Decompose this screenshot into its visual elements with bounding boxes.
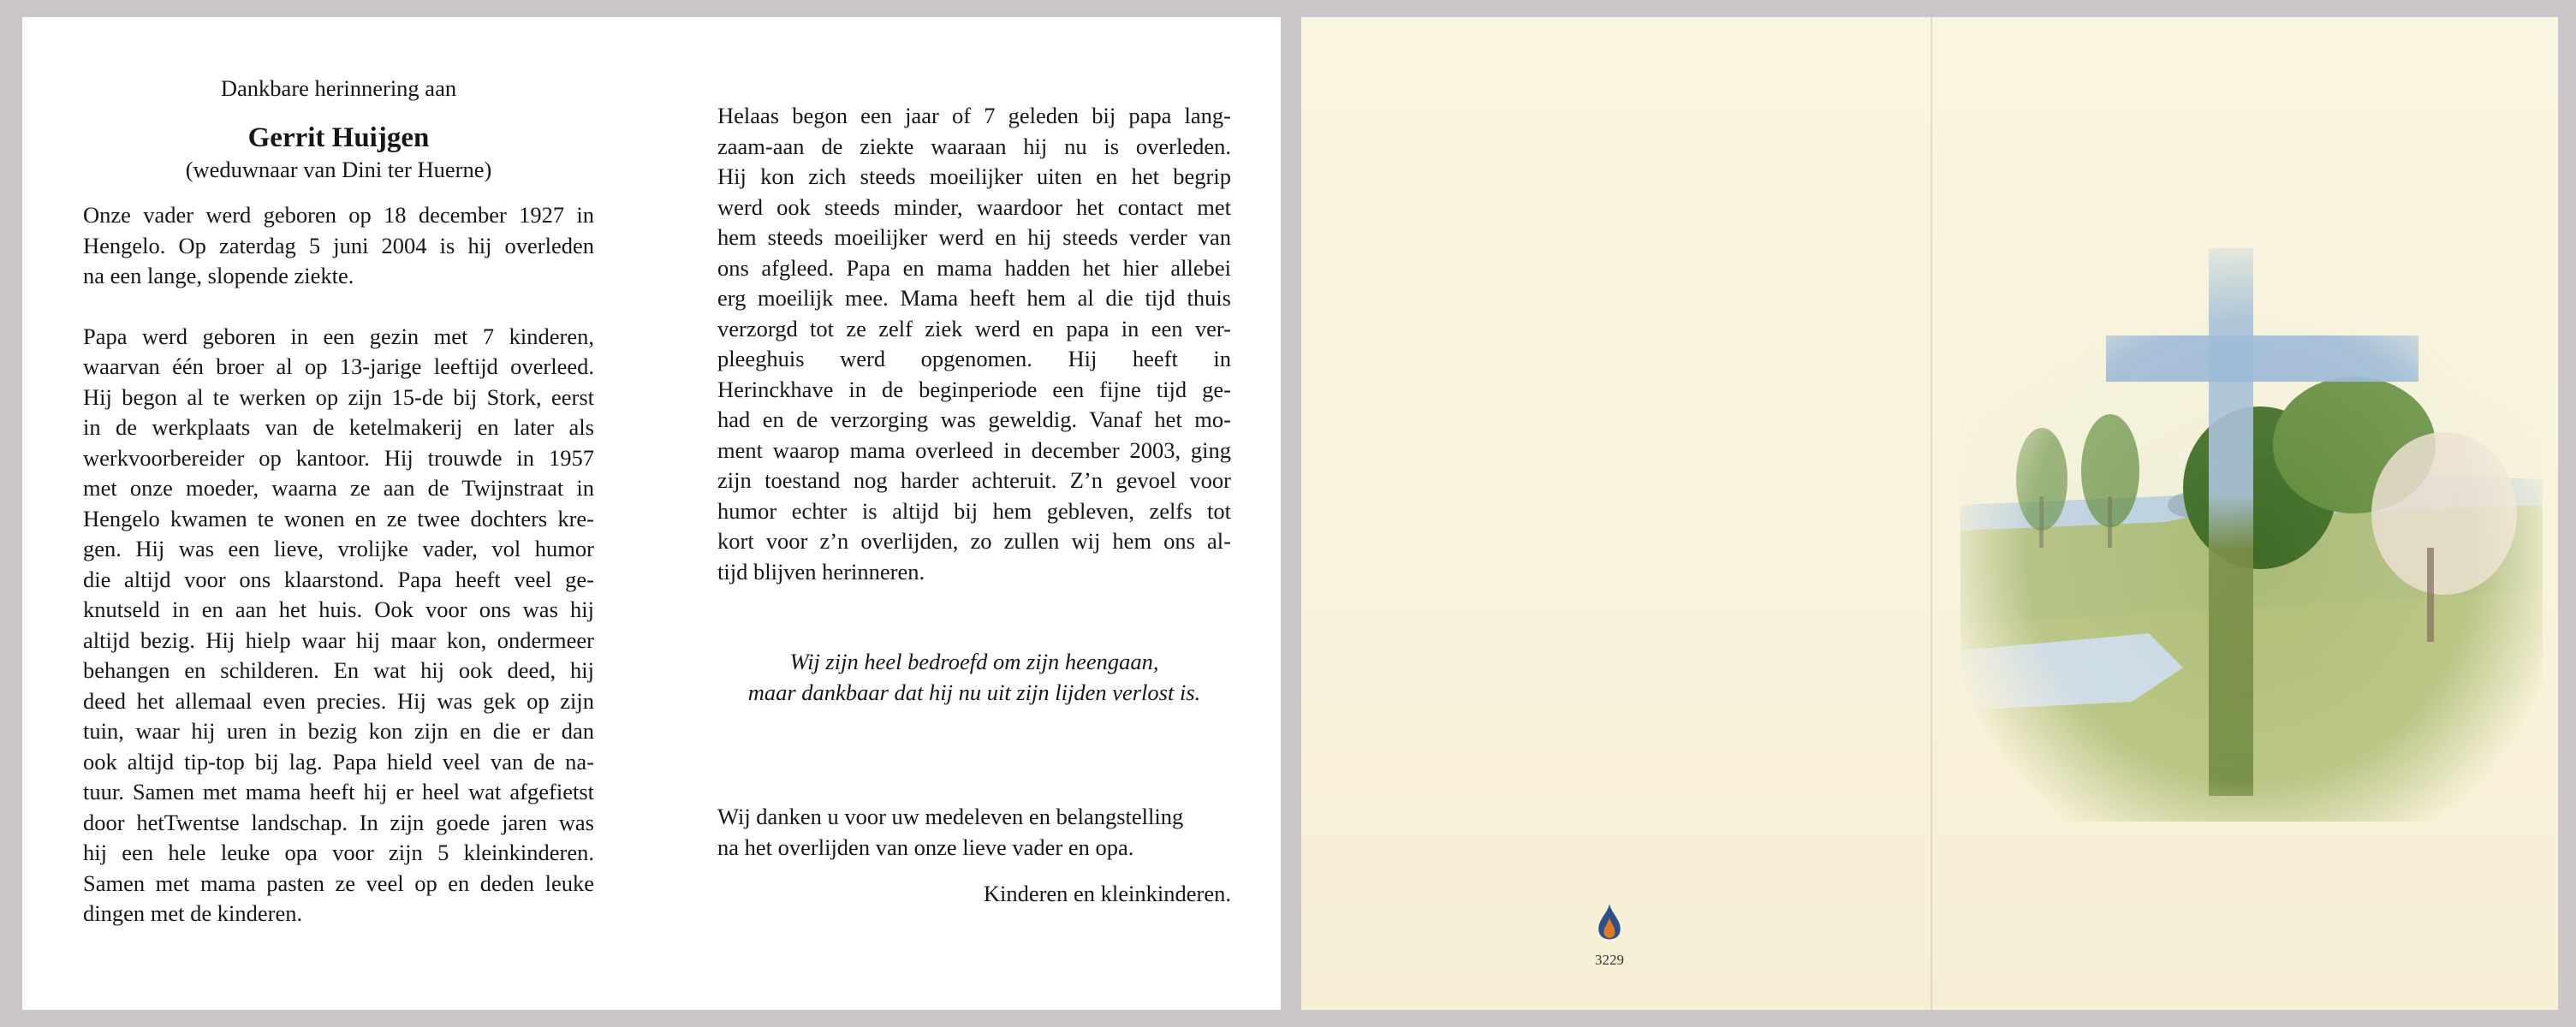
catalog-number: 3229 — [1595, 952, 1624, 968]
text-line: erg moeilijk mee. Mama heeft hem al die tijd thuis — [717, 285, 1231, 311]
memorial-quote — [717, 647, 1231, 708]
text-line: door hetTwentse landschap. In zijn goede jaren was — [83, 809, 594, 835]
life-story-paragraph — [83, 322, 594, 929]
text-line: werkvoorbereider op kantoor. Hij trouwde in 1957 — [83, 444, 594, 471]
text-line: na een lange, slopende ziekte. — [83, 263, 354, 288]
text-line: behangen en schilderen. En wat hij ook deed, hij — [83, 657, 594, 683]
text-line: hem steeds moeilijker werd en hij steeds verder van — [717, 224, 1231, 250]
text-line: hij een hele leuke opa voor zijn 5 kleinkinderen. — [83, 840, 594, 865]
intro-text: Dankbare herinnering aan — [220, 75, 457, 101]
text-line: ons afgleed. Papa en mama hadden het hier allebei — [717, 254, 1231, 281]
text-line: knutseld in en aan het huis. Ook voor ons was hij — [83, 597, 594, 622]
text-line: Samen met mama pasten ze veel op en deden leuke — [83, 870, 594, 896]
signature: Kinderen en kleinkinderen. — [983, 881, 1231, 906]
text-line: tijd blijven herinneren. — [717, 558, 925, 585]
quote-line: Wij zijn heel bedroefd om zijn heengaan, — [789, 649, 1159, 674]
text-line: in de werkplaats van de ketelmakerij en later als — [83, 414, 594, 440]
thanks-paragraph — [717, 802, 1231, 863]
text-line: had en de verzorging was geweldig. Vanaf het mo- — [717, 407, 1231, 432]
text-line: Wij danken u voor uw medeleven en belangstelling — [717, 804, 1184, 829]
text-line: dingen met de kinderen. — [83, 900, 303, 926]
text-line: Hengelo. Op zaterdag 5 juni 2004 is hij overleden — [83, 232, 594, 258]
outer-card-page — [1301, 17, 2558, 1010]
text-line: werd ook steeds minder, waardoor het contact met — [717, 193, 1231, 220]
text-line: Papa werd geboren in een gezin met 7 kinderen, — [83, 323, 594, 349]
quote-line: maar dankbaar dat hij nu uit zijn lijden verlost is. — [747, 679, 1201, 705]
text-line: ook altijd tip-top bij lag. Papa hield veel van de na- — [83, 748, 594, 775]
inner-card-page — [22, 17, 1281, 1010]
text-line: zaam-aan de ziekte waaraan hij nu is overleden. — [717, 133, 1231, 159]
text-line: pleeghuis werd opgenomen. Hij heeft in — [717, 346, 1231, 371]
text-line: altijd bezig. Hij hielp waar hij maar kon, ondermeer — [83, 626, 594, 653]
text-line: die altijd voor ons klaarstond. Papa heeft veel ge- — [83, 566, 594, 592]
text-line: Hij kon zich steeds moeilijker uiten en het begrip — [717, 163, 1231, 189]
text-line: Herinckhave in de beginperiode een fijne tijd ge- — [717, 376, 1231, 402]
widower-subtitle: (weduwnaar van Dini ter Huerne) — [185, 156, 492, 182]
text-line: Onze vader werd geboren op 18 december 1927 in — [83, 202, 594, 228]
text-line: tuur. Samen met mama heeft hij er heel wat afgefietst — [83, 779, 594, 804]
fold-crease — [1931, 17, 1933, 1010]
text-line: verzorgd tot ze zelf ziek werd en papa in een ver- — [717, 315, 1231, 341]
text-line: Hengelo kwamen te wonen en ze twee dochters kre- — [83, 505, 594, 531]
text-line: zijn toestand nog harder achteruit. Z’n gevoel voor — [717, 467, 1231, 493]
text-line: na het overlijden van onze lieve vader en opa. — [717, 834, 1134, 860]
cross-vertical-beam — [2209, 248, 2253, 796]
cross-horizontal-beam — [2106, 335, 2418, 382]
text-line: tuin, waar hij uren in bezig kon zijn en die er dan — [83, 718, 594, 744]
text-line: met onze moeder, waarna ze aan de Twijnstraat in — [83, 475, 594, 501]
text-line: kort voor z’n overlijden, zo zullen wij hem ons al- — [717, 528, 1231, 554]
text-line: Hij begon al te werken op zijn 15-de bij Stork, eerst — [83, 383, 594, 410]
text-line: Helaas begon een jaar of 7 geleden bij papa lang- — [717, 103, 1231, 128]
cross-landscape-illustration — [1960, 223, 2543, 822]
text-line: humor echter is altijd bij hem gebleven, zelfs tot — [717, 497, 1231, 524]
text-line: waarvan één broer al op 13-jarige leeftijd overleed. — [83, 353, 594, 379]
text-line: deed het allemaal even precies. Hij was gek op zijn — [83, 687, 594, 714]
right-column — [717, 101, 1231, 910]
left-column — [83, 74, 594, 959]
deceased-name: Gerrit Huijgen — [247, 122, 430, 153]
illness-paragraph — [717, 101, 1231, 587]
birth-death-paragraph — [83, 200, 594, 292]
text-line: gen. Hij was een lieve, vrolijke vader, vol humor — [83, 536, 594, 561]
flame-logo-icon — [1594, 902, 1625, 947]
text-line: ment waarop mama overleed in december 2003, ging — [717, 436, 1231, 463]
